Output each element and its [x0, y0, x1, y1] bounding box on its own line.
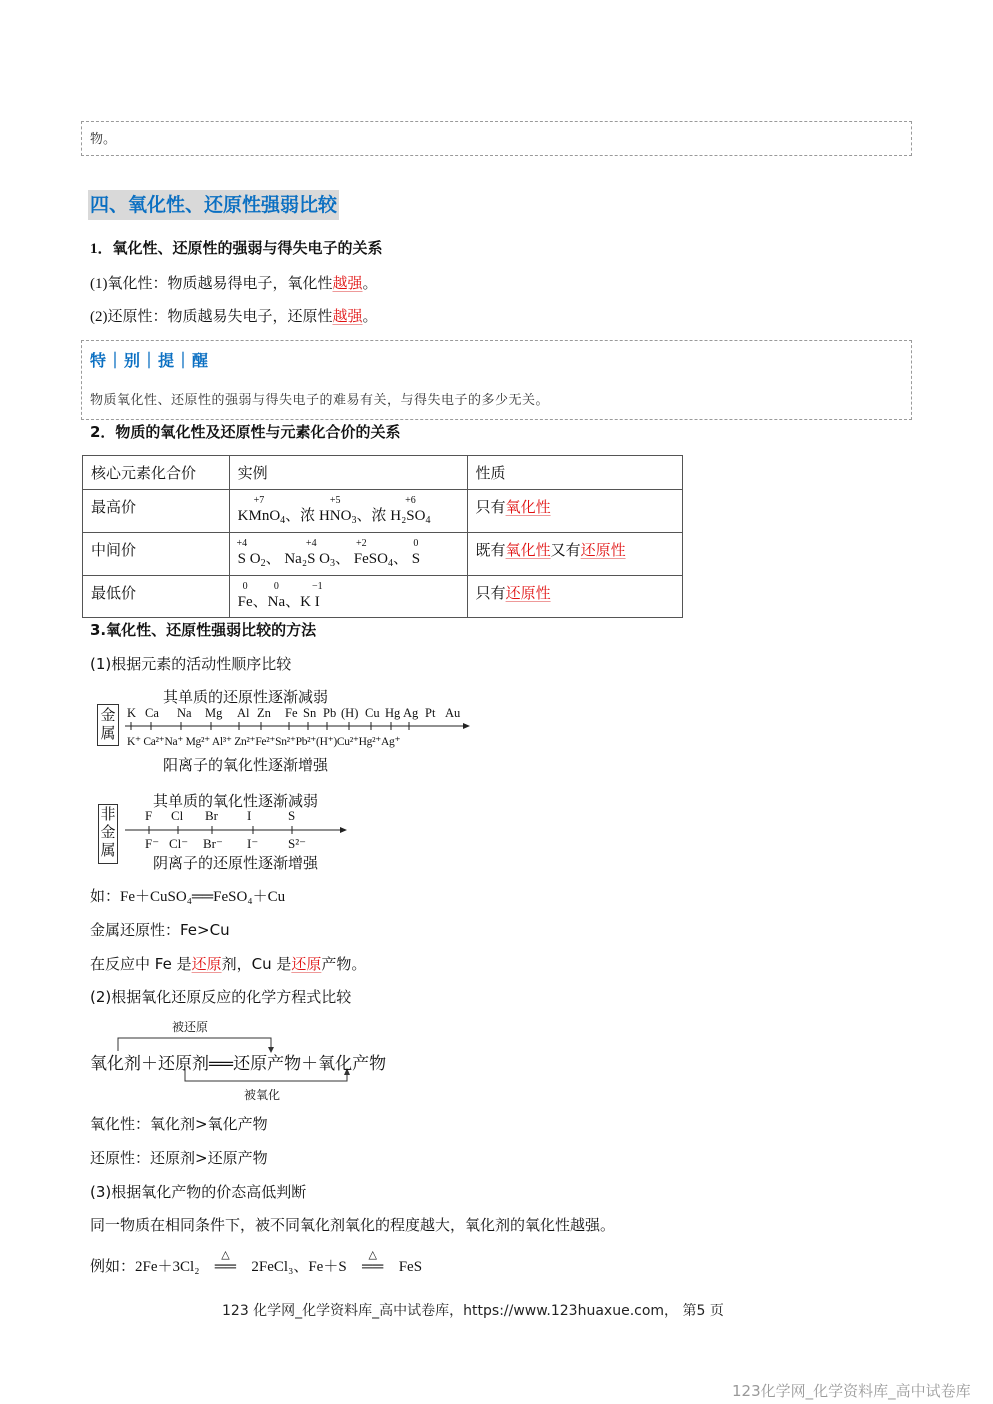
watermark: 123化学网_化学资料库_高中试卷库 [732, 1382, 971, 1400]
examples-cell: K +7 MnO$_4$、浓 H +5 $NO_3$、浓 H₂ +6 $SO_4$ [229, 490, 467, 533]
part3-title: 3.氧化性、还原性强弱比较的方法 [90, 621, 317, 639]
reducing-rule: 还原性：还原剂>还原产物 [90, 1149, 268, 1167]
method3-text: 同一物质在相同条件下，被不同氧化剂氧化的程度越大，氧化剂的氧化性越强。 [90, 1216, 616, 1234]
tip-box [81, 340, 912, 420]
nonmetal-bottom-caption: 阴离子的还原性逐渐增强 [153, 856, 319, 872]
method3-example: 例如：2Fe＋3Cl₂ △ ══ 2FeCl₃、Fe＋S △ ══ FeS [90, 1249, 423, 1275]
method1-title: (1)根据元素的活动性顺序比较 [90, 655, 292, 673]
metal-reducing-comparison: 金属还原性：Fe>Cu [90, 921, 230, 939]
nonmetal-arrow-axis [125, 825, 347, 835]
metal-top-caption: 其单质的还原性逐渐减弱 [163, 690, 329, 706]
reaction-roles-line: 在反应中 Fe 是还原剂，Cu 是还原产物。 [90, 955, 367, 973]
property-cell: 只有还原性 [467, 576, 682, 618]
method2-title: (2)根据氧化还原反应的化学方程式比较 [90, 988, 352, 1006]
oxidizing-rule: 氧化性：氧化剂>氧化产物 [90, 1115, 268, 1133]
table-row: 中间价 +4 S $O_2$、 Na₂ +4 S $O_3$、 +2 FeSO$_4$、 0 S 既有氧化性又有还原性 [83, 533, 683, 576]
table-header: 核心元素化合价 [83, 456, 230, 490]
part1-item-2: (2)还原性：物质越易失电子，还原性越强。 [90, 307, 378, 325]
valence-table [82, 455, 683, 618]
nonmetal-top-caption: 其单质的氧化性逐渐减弱 [153, 794, 319, 810]
redox-diagram [88, 1015, 408, 1105]
reduced-label: 被还原 [172, 1020, 209, 1034]
answer-blank: 越强 [332, 307, 363, 325]
tip-title: 特｜别｜提｜醒 [90, 351, 210, 370]
part1-title: 1．氧化性、还原性的强弱与得失电子的关系 [90, 239, 383, 257]
table-header: 实例 [229, 456, 467, 490]
tip-text: 物质氧化性、还原性的强弱与得失电子的难易有关，与得失电子的多少无关。 [90, 393, 550, 408]
metal-arrow-axis [125, 721, 470, 731]
examples-cell: 0 Fe、 0 Na、K −1 I [229, 576, 467, 618]
oxidized-label: 被氧化 [244, 1088, 281, 1102]
part2-title: 2．物质的氧化性及还原性与元素化合价的关系 [90, 423, 401, 441]
previous-note-box [81, 121, 912, 156]
metal-ion-row: K⁺ Ca²⁺Na⁺ Mg²⁺ Al³⁺ Zn²⁺Fe²⁺Sn²⁺Pb²⁺(H⁺)Cu²⁺Hg²⁺Ag⁺ [127, 736, 401, 748]
heat-equals-sign: △ ══ [214, 1249, 237, 1275]
nonmetal-label-box: 非金属 [98, 804, 118, 864]
examples-cell: +4 S $O_2$、 Na₂ +4 S $O_3$、 +2 FeSO$_4$、 0 S [229, 533, 467, 576]
metal-label-box: 金属 [97, 704, 119, 746]
table-row: 最低价 0 Fe、 0 Na、K −1 I 只有还原性 [83, 576, 683, 618]
part1-item-1: (1)氧化性：物质越易得电子，氧化性越强。 [90, 274, 378, 292]
metal-bottom-caption: 阳离子的氧化性逐渐增强 [163, 758, 329, 774]
section-heading: 四、氧化性、还原性强弱比较 [88, 190, 339, 220]
metal-activity-diagram: 其单质的还原性逐渐减弱 金属 K Ca Na Mg Al Zn Fe Sn Pb (H) Cu Hg Ag Pt Au K⁺ Ca²⁺Na⁺ Mg²⁺ Al³⁺ Zn²⁺Fe²⁺Sn²⁺Pb²⁺(H⁺)Cu²⁺Hg²⁺Ag⁺ 阳离子的氧化性逐渐增强 [95, 684, 475, 776]
answer-blank: 越强 [332, 274, 363, 292]
previous-note-text: 物。 [90, 132, 117, 147]
heat-equals-sign: △ ══ [362, 1249, 384, 1275]
property-cell: 只有氧化性 [467, 490, 682, 533]
redox-equation: 氧化剂＋还原剂══还原产物＋氧化产物 [90, 1054, 387, 1073]
nonmetal-diagram: 其单质的氧化性逐渐减弱 非金属 F Cl Br I S F⁻ Cl⁻ Br⁻ I⁻ S²⁻ 阴离子的还原性逐渐增强 [95, 788, 355, 876]
example-equation: 如：Fe＋CuSO₄══FeSO₄＋Cu [90, 887, 286, 905]
method3-title: (3)根据氧化产物的价态高低判断 [90, 1183, 307, 1201]
page-footer: 123 化学网_化学资料库_高中试卷库，https://www.123huaxue.com， 第5 页 [222, 1303, 724, 1319]
property-cell: 既有氧化性又有还原性 [467, 533, 682, 576]
table-header-row [83, 456, 683, 490]
table-header: 性质 [467, 456, 682, 490]
table-row: 最高价 K +7 MnO$_4$、浓 H +5 $NO_3$、浓 H₂ +6 $SO_4$ 只有氧化性 [83, 490, 683, 533]
